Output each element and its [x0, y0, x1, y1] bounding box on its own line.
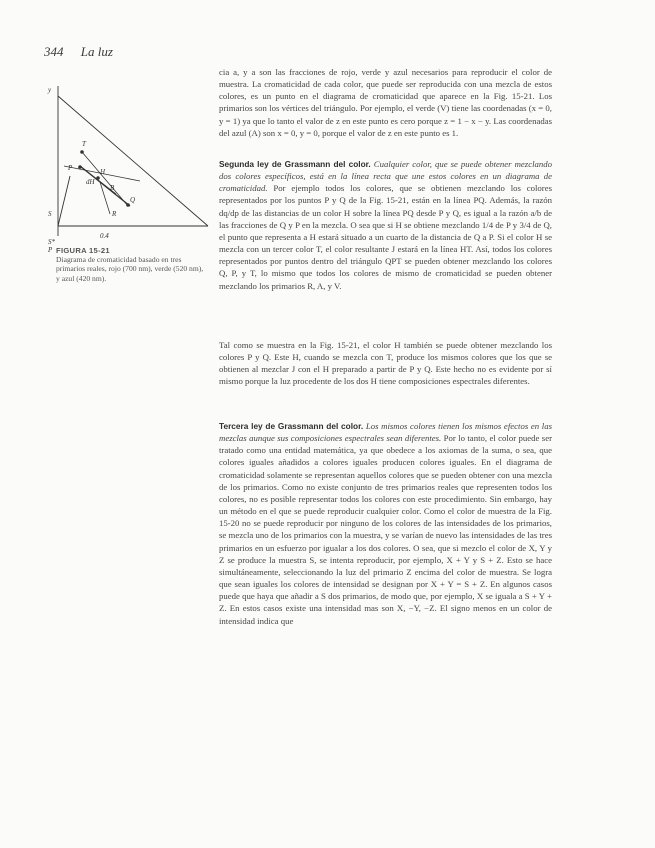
- label-r: R: [112, 210, 117, 218]
- second-law-text: Por ejemplo todos los colores, que se obtienen mezclando los colores representados por los puntos P y Q de la Fig. 15-21, están en la línea PQ. Además, la razón dq/dp de las distancias de un color H sobre la línea PQ desde P y Q, es igual a la razón a/b de las fracciones de Q y P en la mezcla. O sea que si H se obtiene mezclando 1/4 de P y 3/4 de Q, el punto que representa a H estará situado a un cuarto de la distancia de Q a P. Si el color H se mezcla con un tercer color T, el color resultante J estará en la línea HT. Así, todos los colores representados por puntos dentro del triángulo QPT se pueden obtener mezclando los colores Q, P, y T, lo mismo que todos los colores de mismo de cromaticidad se pueden obtener mezclando los primarios R, A, y V.: [219, 183, 552, 291]
- label-t: T: [82, 140, 86, 148]
- point-h: [96, 176, 100, 180]
- label-dh: dH: [86, 178, 95, 186]
- triangle-edge-blue: [58, 176, 70, 226]
- third-law-statement: Los mismos colores tienen los mismos efectos en las mezclas aunque sus composiciones espectrales sean diferentes.: [219, 421, 552, 444]
- figure-caption: [56, 246, 206, 283]
- label-y: y: [48, 86, 52, 94]
- label-p: P: [68, 164, 73, 172]
- paragraph-mixing: [219, 339, 552, 388]
- paragraph-second-law: [219, 158, 552, 292]
- caption-title: FIGURA 15-21: [56, 246, 110, 255]
- label-b: B: [110, 184, 115, 192]
- paragraph-primaries: [219, 66, 552, 139]
- point-t: [80, 150, 84, 154]
- point-p: [78, 165, 82, 169]
- third-law-title: Tercera ley de Grassmann del color.: [219, 421, 364, 431]
- second-law-title: Segunda ley de Grassmann del color.: [219, 159, 371, 169]
- label-s2: S*: [48, 238, 55, 246]
- label-h: H: [100, 168, 106, 176]
- page-number: 344: [44, 44, 64, 59]
- paragraph-1-text: cia a, y a son las fracciones de rojo, verde y azul necesarios para reproducir el color de muestra. La cromaticidad de cada color, que puede ser reproducida con una mezcla de estos colores, es un punto en el diagrama de cromaticidad que aparece en la Fig. 15-21. Los primarios son los vértices del triángulo. Por ejemplo, el verde (V) tiene las coordenadas (x = 0, y = 1) ya que lo tanto el valor de z en este punto es cero porque z = 1 − x − y. Las coordenadas del azul (A) son x = 0, y = 0, porque el valor de z en este punto es 1.: [219, 67, 552, 138]
- triangle-edge-green-red: [58, 96, 208, 226]
- third-law-text: Por lo tanto, el color puede ser tratado como una entidad matemática, ya que obedece a los axiomas de la suma, o sea, que colores iguales añadidos a colores iguales producen colores iguales. En el diagrama de cromaticidad solamente se representan aquellos colores que se pueden obtener con una mezcla de los primarios. Como no existe conjunto de tres primarios reales que representen todos los colores, no es posible representar todos los colores con este procedimiento. Sin embargo, hay un método en el que se puede reproducir cualquier color. Como el color de muestra de la Fig. 15-20 no se puede reproducir por ninguno de los colores de las intensidades de los primarios, se mezcla uno de los primarios con la muestra, y se varían de nuevo las intensidades de las tres primarios en un esfuerzo por igualar a los dos colores. O sea, que si mezclo el color de X, Y y Z se produce la muestra S, se intenta reproducir, por ejemplo, X + Y y S + Z. Esto se hace simultáneamente, seleccionando la luz del primario Z encima del color de muestra. Se logra que sean iguales los colores de intensidad se designan por X + Y = S + Z. En algunos casos puede que haya que añadir a S dos primarios, de modo que, por ejemplo, X se iguala a S + Y + Z. En estos casos existe una intensidad mas son X, −Y, −Z. El signo menos en un color de intensidad indica que: [219, 433, 552, 626]
- label-p-sub: P: [48, 246, 53, 254]
- caption-text: Diagrama de cromaticidad basado en tres primarios reales, rojo (700 nm), verde (520 nm), y azul (420 nm).: [56, 255, 204, 283]
- page-header: [44, 44, 113, 60]
- label-q: Q: [130, 196, 136, 204]
- label-s: S: [48, 210, 52, 218]
- running-title: La luz: [80, 44, 113, 59]
- label-num: 0.4: [100, 232, 109, 240]
- paragraph-third-law: [219, 420, 552, 627]
- second-law-statement: Cualquier color, que se puede obtener mezclando dos colores específicos, está en la línea recta que une estos colores en un diagrama de cromaticidad.: [219, 159, 553, 194]
- paragraph-3-text: Tal como se muestra en la Fig. 15-21, el color H también se puede obtener mezclando los colores P y Q. Este H, cuando se mezcla con T, produce los mismos colores que los que se obtienen al mezclar J con el H preparado a partir de P y Q. Este hecho no es evidente por sí mismo porque la luz procedente de los dos H tiene composiciones espectrales diferentes.: [219, 340, 552, 387]
